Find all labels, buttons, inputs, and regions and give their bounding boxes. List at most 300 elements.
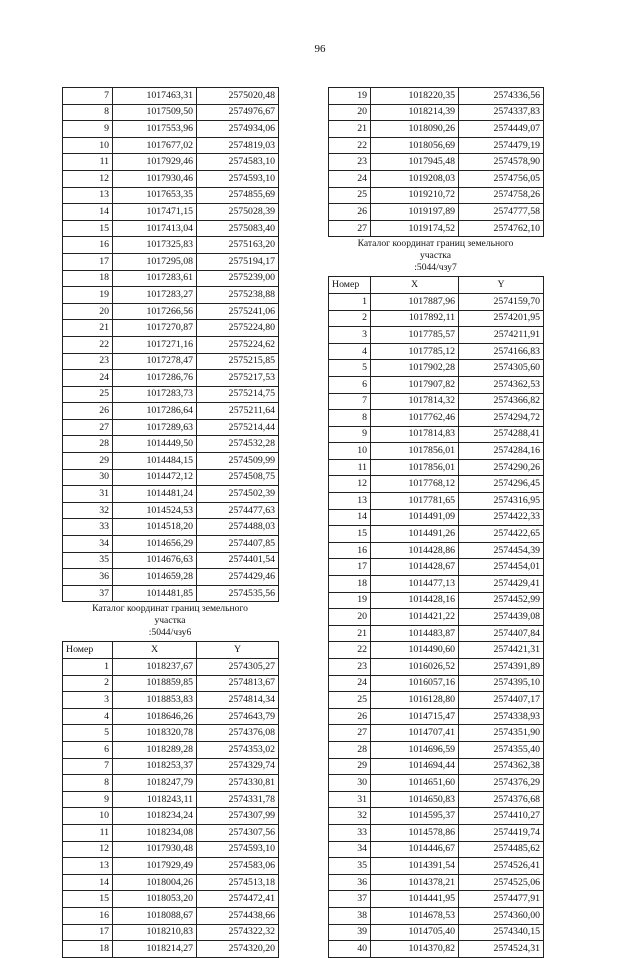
cell-x: 1018214,27	[113, 941, 197, 958]
table-row	[63, 386, 279, 403]
cell-x: 1017286,76	[113, 370, 197, 387]
table-row	[329, 426, 544, 443]
cell-x: 1014491,09	[371, 509, 459, 526]
cell-number: 24	[63, 370, 113, 387]
cell-y: 2574353,02	[197, 741, 279, 758]
cell-y: 2574407,17	[459, 692, 544, 709]
cell-number: 2	[63, 675, 113, 692]
table-row	[329, 741, 544, 758]
table-row	[329, 758, 544, 775]
table-row	[63, 941, 279, 958]
cell-number: 8	[329, 410, 371, 427]
cell-number: 26	[63, 403, 113, 420]
cell-y: 2574477,91	[459, 891, 544, 908]
cell-number: 15	[63, 891, 113, 908]
cell-y: 2574524,31	[459, 941, 544, 958]
cell-y: 2574525,06	[459, 874, 544, 891]
cell-x: 1019197,89	[371, 204, 459, 221]
cell-x: 1014472,12	[113, 469, 197, 486]
table-row	[329, 137, 544, 154]
cell-number: 10	[329, 443, 371, 460]
cell-x: 1018253,37	[113, 758, 197, 775]
cell-number: 37	[63, 585, 113, 602]
cell-x: 1014715,47	[371, 708, 459, 725]
cell-y: 2574535,56	[197, 585, 279, 602]
cell-y: 2574438,66	[197, 907, 279, 924]
cell-y: 2574376,68	[459, 791, 544, 808]
table-row	[329, 941, 544, 958]
cell-number: 9	[63, 121, 113, 138]
table-row	[63, 907, 279, 924]
cell-number: 15	[63, 220, 113, 237]
cell-y: 2574401,54	[197, 552, 279, 569]
cell-y: 2575238,88	[197, 287, 279, 304]
cell-number: 19	[329, 88, 371, 105]
table-row	[329, 576, 544, 593]
cell-x: 1018243,11	[113, 791, 197, 808]
cell-y: 2575217,53	[197, 370, 279, 387]
cell-y: 2575020,48	[197, 88, 279, 105]
cell-x: 1017785,57	[371, 327, 459, 344]
cell-x: 1017271,16	[113, 336, 197, 353]
cell-y: 2575083,40	[197, 220, 279, 237]
cell-y: 2574422,33	[459, 509, 544, 526]
table-row	[63, 237, 279, 254]
header-number: Номер	[329, 277, 371, 294]
cell-x: 1014446,67	[371, 841, 459, 858]
left-catalog-caption-line1: Каталог координат границ земельного	[92, 603, 248, 615]
cell-number: 27	[329, 725, 371, 742]
cell-x: 1017768,12	[371, 476, 459, 493]
table-row	[63, 88, 279, 105]
table-row	[63, 808, 279, 825]
table-row	[329, 476, 544, 493]
cell-y: 2574578,90	[459, 154, 544, 171]
cell-y: 2574211,91	[459, 327, 544, 344]
cell-x: 1017295,08	[113, 253, 197, 270]
cell-number: 15	[329, 526, 371, 543]
cell-number: 19	[329, 592, 371, 609]
cell-x: 1017785,12	[371, 343, 459, 360]
table-row	[63, 270, 279, 287]
cell-y: 2574452,99	[459, 592, 544, 609]
cell-number: 32	[329, 808, 371, 825]
cell-x: 1014484,15	[113, 453, 197, 470]
cell-number: 11	[329, 459, 371, 476]
cell-y: 2574362,53	[459, 376, 544, 393]
cell-number: 12	[63, 170, 113, 187]
cell-number: 6	[63, 741, 113, 758]
cell-x: 1016128,80	[371, 692, 459, 709]
cell-y: 2574337,83	[459, 104, 544, 121]
table-row	[63, 552, 279, 569]
cell-y: 2574479,19	[459, 137, 544, 154]
table-row	[329, 775, 544, 792]
table-row	[329, 659, 544, 676]
cell-x: 1014441,95	[371, 891, 459, 908]
right-catalog-caption-line1: Каталог координат границ земельного	[357, 238, 514, 250]
table-row	[63, 569, 279, 586]
cell-number: 20	[329, 609, 371, 626]
cell-number: 17	[63, 253, 113, 270]
cell-y: 2574513,18	[197, 874, 279, 891]
right-catalog-caption	[328, 237, 543, 276]
cell-x: 1018088,67	[113, 907, 197, 924]
cell-y: 2574509,99	[197, 453, 279, 470]
cell-y: 2574307,99	[197, 808, 279, 825]
table-row	[329, 310, 544, 327]
cell-number: 32	[63, 502, 113, 519]
cell-number: 27	[329, 220, 371, 237]
table-row	[329, 542, 544, 559]
table-row	[63, 154, 279, 171]
table-row	[63, 320, 279, 337]
cell-x: 1014650,83	[371, 791, 459, 808]
cell-y: 2575214,75	[197, 386, 279, 403]
table-row	[329, 692, 544, 709]
cell-number: 25	[63, 386, 113, 403]
table-row	[63, 204, 279, 221]
cell-number: 40	[329, 941, 371, 958]
cell-y: 2574508,75	[197, 469, 279, 486]
table-row	[329, 509, 544, 526]
cell-x: 1017509,50	[113, 104, 197, 121]
cell-x: 1014705,40	[371, 924, 459, 941]
table-row	[63, 403, 279, 420]
cell-x: 1018289,28	[113, 741, 197, 758]
cell-x: 1014595,37	[371, 808, 459, 825]
cell-number: 7	[63, 758, 113, 775]
cell-x: 1014696,59	[371, 741, 459, 758]
cell-number: 22	[329, 137, 371, 154]
right-catalog-table	[328, 276, 544, 957]
cell-number: 39	[329, 924, 371, 941]
table-row	[63, 104, 279, 121]
cell-x: 1014491,26	[371, 526, 459, 543]
cell-y: 2574362,38	[459, 758, 544, 775]
cell-y: 2574593,10	[197, 170, 279, 187]
cell-number: 2	[329, 310, 371, 327]
cell-y: 2574583,06	[197, 858, 279, 875]
cell-y: 2575163,20	[197, 237, 279, 254]
cell-x: 1018237,67	[113, 659, 197, 676]
table-row	[329, 343, 544, 360]
cell-x: 1017283,27	[113, 287, 197, 304]
cell-number: 30	[63, 469, 113, 486]
cell-number: 36	[329, 874, 371, 891]
cell-y: 2574583,10	[197, 154, 279, 171]
cell-x: 1018234,24	[113, 808, 197, 825]
table-row	[329, 327, 544, 344]
cell-number: 18	[329, 576, 371, 593]
cell-number: 16	[63, 907, 113, 924]
cell-x: 1017471,15	[113, 204, 197, 221]
cell-x: 1018859,85	[113, 675, 197, 692]
cell-y: 2574395,10	[459, 675, 544, 692]
table-row	[63, 370, 279, 387]
cell-x: 1017653,35	[113, 187, 197, 204]
table-row	[63, 858, 279, 875]
table-row	[63, 137, 279, 154]
cell-number: 8	[63, 775, 113, 792]
cell-number: 7	[329, 393, 371, 410]
table-row	[329, 376, 544, 393]
cell-number: 31	[63, 486, 113, 503]
cell-y: 2574419,74	[459, 824, 544, 841]
cell-number: 35	[63, 552, 113, 569]
cell-x: 1014656,29	[113, 536, 197, 553]
cell-number: 18	[63, 270, 113, 287]
cell-y: 2574454,01	[459, 559, 544, 576]
cell-number: 1	[329, 293, 371, 310]
table-row	[63, 121, 279, 138]
cell-number: 23	[329, 659, 371, 676]
cell-y: 2574454,39	[459, 542, 544, 559]
table-row	[63, 692, 279, 709]
table-row	[329, 858, 544, 875]
table-row	[63, 336, 279, 353]
cell-y: 2574320,20	[197, 941, 279, 958]
cell-y: 2574329,74	[197, 758, 279, 775]
cell-number: 23	[63, 353, 113, 370]
cell-number: 10	[63, 808, 113, 825]
cell-number: 37	[329, 891, 371, 908]
table-row	[329, 708, 544, 725]
cell-y: 2574331,78	[197, 791, 279, 808]
cell-number: 28	[329, 741, 371, 758]
cell-x: 1017945,48	[371, 154, 459, 171]
cell-y: 2575224,62	[197, 336, 279, 353]
cell-x: 1014449,50	[113, 436, 197, 453]
cell-y: 2574307,56	[197, 824, 279, 841]
cell-x: 1019208,03	[371, 170, 459, 187]
cell-number: 11	[63, 154, 113, 171]
cell-number: 29	[329, 758, 371, 775]
cell-number: 13	[329, 493, 371, 510]
table-row	[329, 675, 544, 692]
cell-y: 2574376,29	[459, 775, 544, 792]
table-row	[63, 675, 279, 692]
cell-number: 11	[63, 824, 113, 841]
cell-y: 2574407,84	[459, 625, 544, 642]
cell-y: 2574355,40	[459, 741, 544, 758]
cell-number: 21	[329, 121, 371, 138]
table-row	[63, 741, 279, 758]
cell-x: 1017762,46	[371, 410, 459, 427]
table-row	[329, 154, 544, 171]
cell-y: 2574340,15	[459, 924, 544, 941]
cell-x: 1019174,52	[371, 220, 459, 237]
cell-y: 2574290,26	[459, 459, 544, 476]
cell-x: 1017781,65	[371, 493, 459, 510]
cell-number: 12	[329, 476, 371, 493]
table-row	[329, 725, 544, 742]
table-row	[329, 410, 544, 427]
cell-number: 28	[63, 436, 113, 453]
cell-y: 2574322,32	[197, 924, 279, 941]
cell-y: 2574305,60	[459, 360, 544, 377]
cell-y: 2574391,89	[459, 659, 544, 676]
cell-x: 1014676,63	[113, 552, 197, 569]
table-row	[63, 502, 279, 519]
cell-number: 7	[63, 88, 113, 105]
cell-y: 2574360,00	[459, 907, 544, 924]
cell-x: 1014477,13	[371, 576, 459, 593]
cell-x: 1017283,61	[113, 270, 197, 287]
cell-x: 1017553,96	[113, 121, 197, 138]
cell-number: 14	[63, 874, 113, 891]
cell-x: 1014524,53	[113, 502, 197, 519]
cell-x: 1014707,41	[371, 725, 459, 742]
cell-number: 38	[329, 907, 371, 924]
cell-y: 2574330,81	[197, 775, 279, 792]
cell-y: 2575211,64	[197, 403, 279, 420]
cell-number: 25	[329, 187, 371, 204]
table-row	[329, 874, 544, 891]
cell-y: 2574166,83	[459, 343, 544, 360]
table-row	[329, 808, 544, 825]
cell-number: 34	[329, 841, 371, 858]
cell-x: 1017283,73	[113, 386, 197, 403]
cell-x: 1017902,28	[371, 360, 459, 377]
cell-number: 29	[63, 453, 113, 470]
table-row	[63, 758, 279, 775]
cell-y: 2574976,67	[197, 104, 279, 121]
cell-number: 13	[63, 858, 113, 875]
cell-number: 5	[329, 360, 371, 377]
table-row	[329, 642, 544, 659]
table-row	[63, 841, 279, 858]
cell-y: 2575241,06	[197, 303, 279, 320]
cell-x: 1014428,67	[371, 559, 459, 576]
cell-x: 1014678,53	[371, 907, 459, 924]
cell-x: 1014421,22	[371, 609, 459, 626]
right-column	[328, 87, 543, 958]
cell-y: 2575224,80	[197, 320, 279, 337]
table-header-row	[329, 277, 544, 294]
cell-number: 26	[329, 204, 371, 221]
cell-y: 2574351,90	[459, 725, 544, 742]
cell-x: 1017856,01	[371, 443, 459, 460]
cell-x: 1018220,35	[371, 88, 459, 105]
cell-x: 1017907,82	[371, 376, 459, 393]
cell-number: 33	[63, 519, 113, 536]
cell-y: 2574758,26	[459, 187, 544, 204]
cell-number: 1	[63, 659, 113, 676]
cell-y: 2574429,41	[459, 576, 544, 593]
table-row	[63, 519, 279, 536]
cell-y: 2574336,56	[459, 88, 544, 105]
cell-y: 2574777,58	[459, 204, 544, 221]
cell-y: 2574159,70	[459, 293, 544, 310]
cell-number: 36	[63, 569, 113, 586]
cell-number: 12	[63, 841, 113, 858]
cell-x: 1014378,21	[371, 874, 459, 891]
table-row	[63, 791, 279, 808]
cell-x: 1018320,78	[113, 725, 197, 742]
cell-number: 20	[329, 104, 371, 121]
cell-y: 2574449,07	[459, 121, 544, 138]
cell-x: 1018053,20	[113, 891, 197, 908]
table-row	[63, 436, 279, 453]
table-row	[329, 121, 544, 138]
table-row	[63, 486, 279, 503]
cell-x: 1017930,46	[113, 170, 197, 187]
cell-y: 2574429,46	[197, 569, 279, 586]
cell-number: 21	[329, 625, 371, 642]
header-number: Номер	[63, 642, 113, 659]
cell-number: 17	[63, 924, 113, 941]
cell-x: 1014518,20	[113, 519, 197, 536]
cell-y: 2574934,06	[197, 121, 279, 138]
cell-number: 21	[63, 320, 113, 337]
table-row	[329, 293, 544, 310]
cell-x: 1018853,83	[113, 692, 197, 709]
cell-number: 30	[329, 775, 371, 792]
cell-x: 1014428,86	[371, 542, 459, 559]
table-row	[329, 907, 544, 924]
cell-number: 10	[63, 137, 113, 154]
cell-x: 1017286,64	[113, 403, 197, 420]
table-row	[329, 824, 544, 841]
table-row	[63, 659, 279, 676]
left-catalog-caption-line2: участка	[154, 615, 186, 627]
cell-y: 2574201,95	[459, 310, 544, 327]
cell-y: 2574643,79	[197, 708, 279, 725]
cell-x: 1014694,44	[371, 758, 459, 775]
cell-number: 5	[63, 725, 113, 742]
cell-y: 2574819,03	[197, 137, 279, 154]
cell-number: 13	[63, 187, 113, 204]
table-row	[329, 393, 544, 410]
cell-number: 34	[63, 536, 113, 553]
cell-y: 2574407,85	[197, 536, 279, 553]
table-row	[329, 791, 544, 808]
table-row	[329, 459, 544, 476]
table-row	[63, 220, 279, 237]
cell-number: 24	[329, 675, 371, 692]
cell-x: 1018056,69	[371, 137, 459, 154]
cell-y: 2574421,31	[459, 642, 544, 659]
cell-number: 16	[329, 542, 371, 559]
cell-number: 9	[329, 426, 371, 443]
cell-number: 24	[329, 170, 371, 187]
cell-y: 2574288,41	[459, 426, 544, 443]
table-row	[63, 353, 279, 370]
table-row	[329, 493, 544, 510]
table-row	[63, 253, 279, 270]
table-row	[63, 824, 279, 841]
cell-x: 1017856,01	[371, 459, 459, 476]
cell-number: 23	[329, 154, 371, 171]
cell-y: 2574366,82	[459, 393, 544, 410]
cell-x: 1014428,16	[371, 592, 459, 609]
table-row	[63, 419, 279, 436]
cell-y: 2574813,67	[197, 675, 279, 692]
table-row	[63, 303, 279, 320]
cell-y: 2574284,16	[459, 443, 544, 460]
cell-number: 35	[329, 858, 371, 875]
cell-y: 2574814,34	[197, 692, 279, 709]
cell-number: 4	[63, 708, 113, 725]
cell-x: 1017887,96	[371, 293, 459, 310]
left-column	[62, 87, 278, 958]
cell-y: 2574488,03	[197, 519, 279, 536]
right-top-table	[328, 87, 544, 237]
cell-number: 27	[63, 419, 113, 436]
right-catalog-caption-line2: участка	[419, 250, 452, 262]
cell-x: 1017892,11	[371, 310, 459, 327]
